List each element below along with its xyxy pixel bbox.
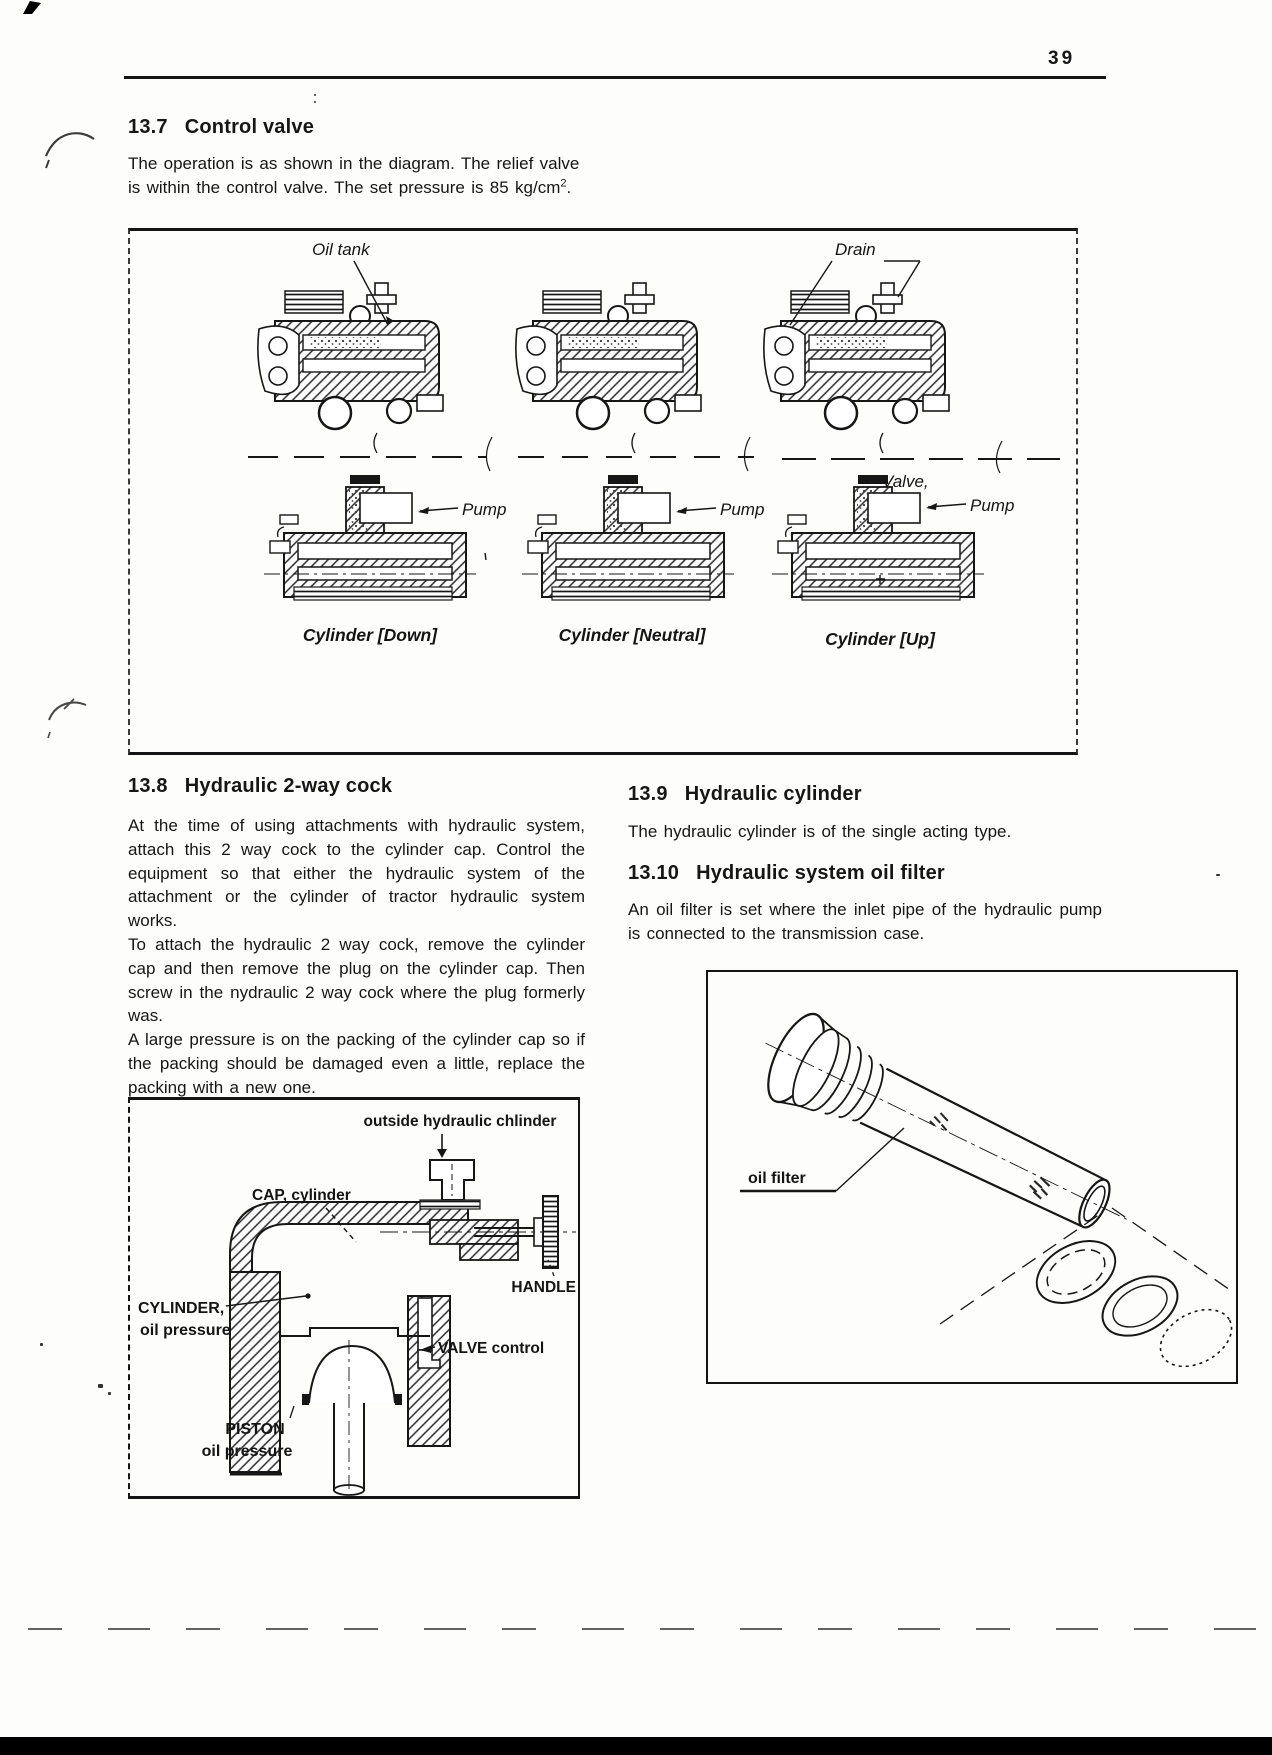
scan-artifact bbox=[40, 1343, 43, 1346]
label-pump-3: Pump bbox=[970, 496, 1015, 515]
scan-artifact bbox=[314, 101, 316, 103]
section-13-9-heading bbox=[628, 783, 862, 806]
valve-section-cylinder-down bbox=[264, 475, 476, 600]
caption-cylinder-down: Cylinder [Down] bbox=[302, 625, 438, 645]
valve-section-drain bbox=[764, 283, 949, 453]
section-number: 13.8 bbox=[128, 775, 168, 797]
valve-section-cylinder-neutral bbox=[522, 475, 734, 600]
section-title: Hydraulic system oil filter bbox=[696, 862, 945, 884]
label-pump-1: Pump bbox=[462, 500, 507, 519]
section-13-7-paragraph bbox=[128, 152, 588, 200]
section-title: Control valve bbox=[184, 116, 315, 138]
scan-artifact bbox=[108, 1392, 111, 1395]
bottom-dashed-rule bbox=[28, 1628, 1272, 1630]
scan-artifact bbox=[1216, 874, 1220, 876]
figure-oil-filter bbox=[706, 970, 1238, 1384]
figure-control-valve bbox=[128, 228, 1078, 755]
valve-section-cylinder-up bbox=[772, 475, 984, 600]
paragraph: To attach the hydraulic 2 way cock, remove the cylinder cap and then remove the plug on the cylinder cap. Then screw in the nydraulic 2 way cock where the plug formerly was. bbox=[128, 934, 585, 1026]
label-valve: Valve, bbox=[882, 472, 929, 491]
label-cylinder-oil-pressure-2: oil pressure bbox=[140, 1322, 231, 1339]
label-outside-hydraulic-cylinder: outside hydraulic chlinder bbox=[363, 1113, 557, 1130]
label-piston-oil-pressure-2: oil pressure bbox=[201, 1443, 293, 1460]
section-13-8-heading bbox=[128, 775, 392, 798]
section-13-10-heading bbox=[628, 862, 945, 885]
control-valve-diagram bbox=[130, 231, 1074, 750]
label-pump-2: Pump bbox=[720, 500, 765, 519]
section-13-9-paragraph: The hydraulic cylinder is of the single acting type. bbox=[628, 822, 1012, 841]
section-title: Hydraulic cylinder bbox=[684, 783, 862, 805]
caption-cylinder-up: Cylinder [Up] bbox=[825, 629, 935, 649]
label-piston-oil-pressure: PISTON bbox=[225, 1421, 285, 1438]
bottom-scan-bar bbox=[0, 1737, 1272, 1755]
label-cap-cylinder: CAP, cylinder bbox=[252, 1187, 351, 1204]
section-number: 13.10 bbox=[628, 862, 680, 884]
section-number: 13.7 bbox=[128, 116, 168, 138]
two-way-cock-diagram bbox=[130, 1100, 578, 1496]
scan-artifact bbox=[42, 124, 100, 172]
label-handle: HANDLE bbox=[511, 1279, 576, 1296]
label-drain: Drain bbox=[835, 240, 876, 259]
section-13-7-heading bbox=[128, 116, 314, 139]
label-oil-filter: oil filter bbox=[748, 1170, 806, 1187]
superscript: 2 bbox=[560, 177, 567, 190]
scan-artifact bbox=[44, 692, 92, 740]
scan-artifact bbox=[314, 94, 316, 96]
figure-two-way-cock bbox=[128, 1097, 580, 1499]
label-oil-tank: Oil tank bbox=[312, 240, 370, 259]
label-valve-control: VALVE control bbox=[438, 1340, 545, 1357]
section-number: 13.9 bbox=[628, 783, 668, 805]
scan-artifact bbox=[98, 1384, 103, 1388]
section-13-10-paragraph: An oil filter is set where the inlet pipe of the hydraulic pump is connected to the transmission case. bbox=[628, 900, 1102, 943]
paragraph: At the time of using attachments with hydraulic system, attach this 2 way cock to the cylinder cap. Control the equipment so that either the hydraulic system of the attachment or the cylinder of tractor hydraulic system works. bbox=[128, 816, 585, 931]
valve-section-oil-tank bbox=[258, 283, 443, 453]
paragraph-text: . bbox=[566, 177, 572, 197]
label-cylinder-oil-pressure: CYLINDER, bbox=[138, 1300, 225, 1317]
paragraph-text: The operation is as shown in the diagram. The relief valve is within the control valve. The set pressure is 85 kg/cm bbox=[128, 154, 580, 197]
section-13-8-paragraphs bbox=[128, 814, 585, 1100]
oil-filter-diagram bbox=[708, 972, 1236, 1382]
header-rule bbox=[124, 76, 1106, 79]
page-number: 39 bbox=[1048, 48, 1076, 69]
caption-cylinder-neutral: Cylinder [Neutral] bbox=[558, 625, 706, 645]
valve-section-middle bbox=[516, 283, 701, 453]
scan-artifact bbox=[22, 0, 46, 16]
section-title: Hydraulic 2-way cock bbox=[184, 775, 393, 797]
paragraph: A large pressure is on the packing of the cylinder cap so if the packing should be damaged even a little, replace the packing with a new one. bbox=[128, 1030, 585, 1097]
